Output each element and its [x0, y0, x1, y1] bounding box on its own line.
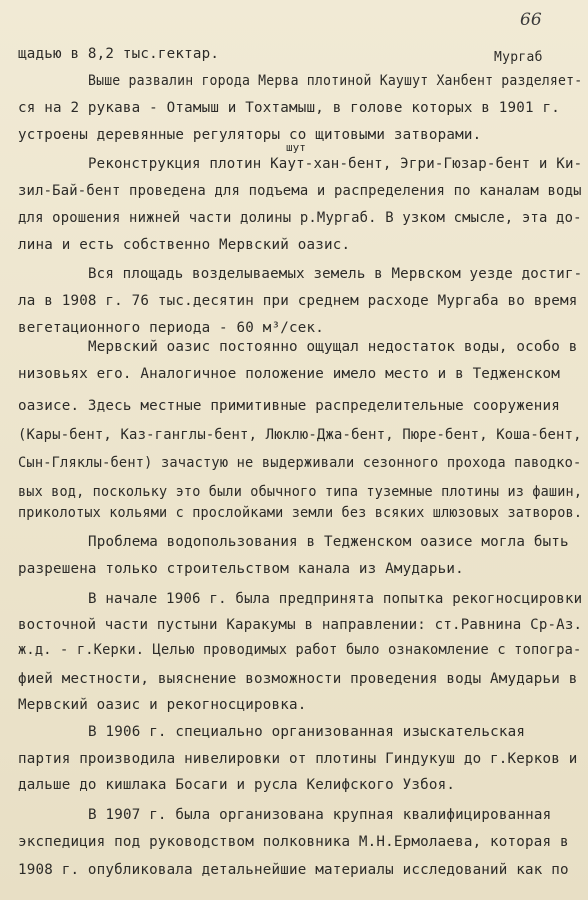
text-line: разрешена только строительством канала из Амударьи. — [18, 561, 464, 577]
text-line: ж.д. - г.Керки. Целью проводимых работ было ознакомление с топогра- — [18, 642, 582, 658]
text-line: ла в 1908 г. 76 тыс.десятин при среднем расходе Мургаба во время — [18, 293, 578, 309]
text-line: для орошения нижней части долины р.Мургаб. В узком смысле, эта до- — [18, 210, 582, 226]
text-line: Выше развалин города Мерва плотиной Каушут Ханбент разделяет- — [88, 73, 583, 89]
text-line: Мервский оазис и рекогносцировка. — [18, 697, 307, 713]
text-line: (Кары-бент, Каз-ганглы-бент, Люклю-Джа-бент, Пюре-бент, Коша-бент, — [18, 427, 582, 443]
text-line: Сын-Гляклы-бент) зачастую не выдерживали сезонного прохода паводко- — [18, 455, 582, 471]
text-line: экспедиция под руководством полковника М.Н.Ермолаева, которая в — [18, 834, 569, 850]
text-line: восточной части пустыни Каракумы в направлении: ст.Равнина Ср-Аз. — [18, 617, 583, 633]
text-line: приколотых кольями с прослойками земли без всяких шлюзовых затворов. — [18, 505, 583, 521]
superscript-note: шут — [286, 141, 306, 154]
text-line: дальше до кишлака Босаги и русла Келифского Узбоя. — [18, 777, 456, 793]
text-line: вегетационного периода - 60 м³/сек. — [18, 320, 324, 336]
text-line: низовьях его. Аналогичное положение имело место и в Тедженском — [18, 366, 560, 382]
text-line: Реконструкция плотин Каут-хан-бент, Эгри-Гюзар-бент и Ки- — [88, 156, 583, 172]
margin-note: Мургаб — [494, 50, 543, 65]
text-line: лина и есть собственно Мервский оазис. — [18, 237, 351, 253]
text-line: вых вод, поскольку это были обычного типа туземные плотины из фашин, — [18, 484, 583, 500]
text-line: устроены деревянные регуляторы со щитовыми затворами. — [18, 127, 482, 143]
text-line: Проблема водопользования в Тедженском оазисе могла быть — [88, 534, 569, 550]
text-line: фией местности, выяснение возможности проведения воды Амударьи в — [18, 671, 578, 687]
text-line: В 1906 г. специально организованная изыскательская — [88, 724, 526, 740]
text-line: зил-Бай-бент проведена для подъема и распределения по каналам воды — [18, 183, 582, 199]
text-line: В 1907 г. была организована крупная квалифицированная — [88, 807, 552, 823]
text-line: ся на 2 рукава - Отамыш и Тохтамыш, в голове которых в 1901 г. — [18, 100, 560, 116]
text-line: оазисе. Здесь местные примитивные распределительные сооружения — [18, 398, 560, 414]
page-number: 66 — [520, 10, 542, 30]
text-line: партия производила нивелировки от плотины Гиндукуш до г.Керков и — [18, 751, 578, 767]
text-line: Вся площадь возделываемых земель в Мервском уезде достиг- — [88, 266, 583, 282]
text-line: Мервский оазис постоянно ощущал недостаток воды, особо в — [88, 339, 578, 355]
text-line: 1908 г. опубликовала детальнейшие материалы исследований как по — [18, 862, 569, 878]
text-line: щадью в 8,2 тыс.гектар. — [18, 46, 220, 62]
text-line: В начале 1906 г. была предпринята попытка рекогносцировки — [88, 591, 583, 607]
